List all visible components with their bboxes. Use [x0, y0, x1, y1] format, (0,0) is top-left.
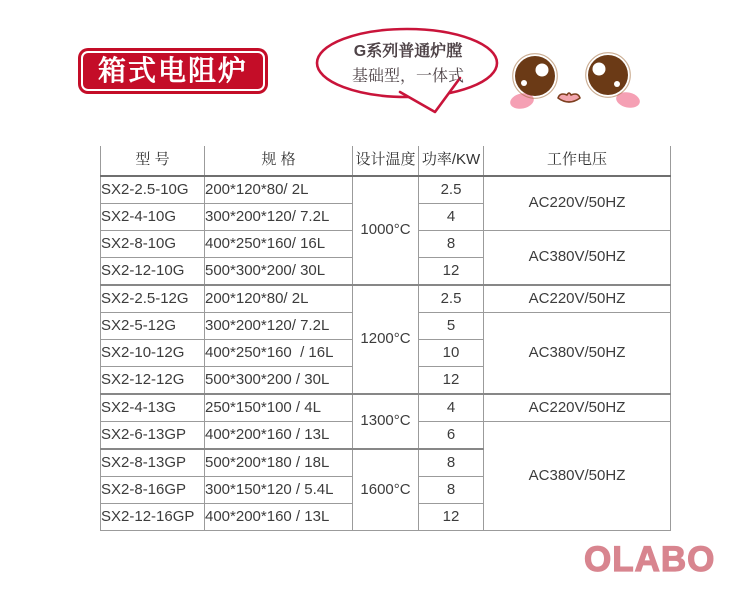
table-row: [101, 285, 671, 313]
cell-temp: 1000°C: [353, 176, 419, 285]
cell-spec: 400*250*160 / 16L: [205, 340, 353, 367]
cell-spec: 200*120*80/ 2L: [205, 176, 353, 204]
cell-model: SX2-4-10G: [101, 204, 205, 231]
title-banner: [78, 48, 268, 94]
cell-temp: 1200°C: [353, 285, 419, 394]
cell-temp: 1300°C: [353, 394, 419, 449]
cell-temp: 1600°C: [353, 449, 419, 531]
bubble-text-line1: G系列普通炉膛: [353, 43, 463, 60]
cell-model: SX2-8-16GP: [101, 477, 205, 504]
column-header-temp: 设计温度: [353, 146, 419, 176]
cell-power: 6: [419, 422, 484, 450]
cell-spec: 400*250*160/ 16L: [205, 231, 353, 258]
page-title: 箱式电阻炉: [97, 55, 248, 86]
cell-model: SX2-2.5-10G: [101, 176, 205, 204]
cell-spec: 200*120*80/ 2L: [205, 285, 353, 313]
cell-volt: AC380V/50HZ: [484, 231, 671, 286]
cell-volt: AC220V/50HZ: [484, 394, 671, 422]
column-header-model: 型 号: [101, 146, 205, 176]
cell-spec: 500*300*200 / 30L: [205, 367, 353, 395]
cell-model: SX2-6-13GP: [101, 422, 205, 450]
column-header-power: 功率/KW: [419, 146, 484, 176]
column-header-volt: 工作电压: [484, 146, 671, 176]
cell-spec: 500*300*200/ 30L: [205, 258, 353, 286]
cell-volt: AC220V/50HZ: [484, 176, 671, 231]
cell-volt: AC380V/50HZ: [484, 422, 671, 531]
spec-table-container: [100, 146, 671, 531]
cell-spec: 300*200*120/ 7.2L: [205, 204, 353, 231]
cell-model: SX2-10-12G: [101, 340, 205, 367]
cell-power: 4: [419, 394, 484, 422]
cell-model: SX2-12-10G: [101, 258, 205, 286]
cell-power: 4: [419, 204, 484, 231]
cell-model: SX2-5-12G: [101, 313, 205, 340]
spec-table: [100, 146, 671, 531]
right-cheek: [615, 90, 642, 110]
cell-model: SX2-12-16GP: [101, 504, 205, 531]
cell-model: SX2-12-12G: [101, 367, 205, 395]
cell-volt: AC380V/50HZ: [484, 313, 671, 395]
cell-power: 8: [419, 449, 484, 477]
cell-power: 12: [419, 504, 484, 531]
cell-power: 5: [419, 313, 484, 340]
cell-model: SX2-2.5-12G: [101, 285, 205, 313]
cell-power: 8: [419, 477, 484, 504]
table-row: [101, 176, 671, 204]
cell-power: 2.5: [419, 285, 484, 313]
cell-spec: 300*150*120 / 5.4L: [205, 477, 353, 504]
olabo-logo: OLABO: [584, 540, 716, 579]
cartoon-face: [505, 45, 655, 125]
column-header-spec: 规 格: [205, 146, 353, 176]
cell-power: 12: [419, 258, 484, 286]
header-row: [101, 146, 671, 176]
cell-spec: 500*200*180 / 18L: [205, 449, 353, 477]
cell-spec: 300*200*120/ 7.2L: [205, 313, 353, 340]
cell-spec: 250*150*100 / 4L: [205, 394, 353, 422]
mouth: [558, 93, 580, 102]
cell-volt: AC220V/50HZ: [484, 285, 671, 313]
right-eye: [588, 55, 628, 95]
cell-spec: 400*200*160 / 13L: [205, 422, 353, 450]
cell-model: SX2-8-10G: [101, 231, 205, 258]
cell-model: SX2-4-13G: [101, 394, 205, 422]
cell-power: 8: [419, 231, 484, 258]
cartoon-face-icon: [505, 45, 655, 125]
cell-spec: 400*200*160 / 13L: [205, 504, 353, 531]
bubble-text-line2: 基础型，一体式: [351, 68, 464, 85]
left-eye: [515, 56, 555, 96]
table-row: [101, 394, 671, 422]
cell-model: SX2-8-13GP: [101, 449, 205, 477]
cell-power: 2.5: [419, 176, 484, 204]
cell-power: 10: [419, 340, 484, 367]
cell-power: 12: [419, 367, 484, 395]
